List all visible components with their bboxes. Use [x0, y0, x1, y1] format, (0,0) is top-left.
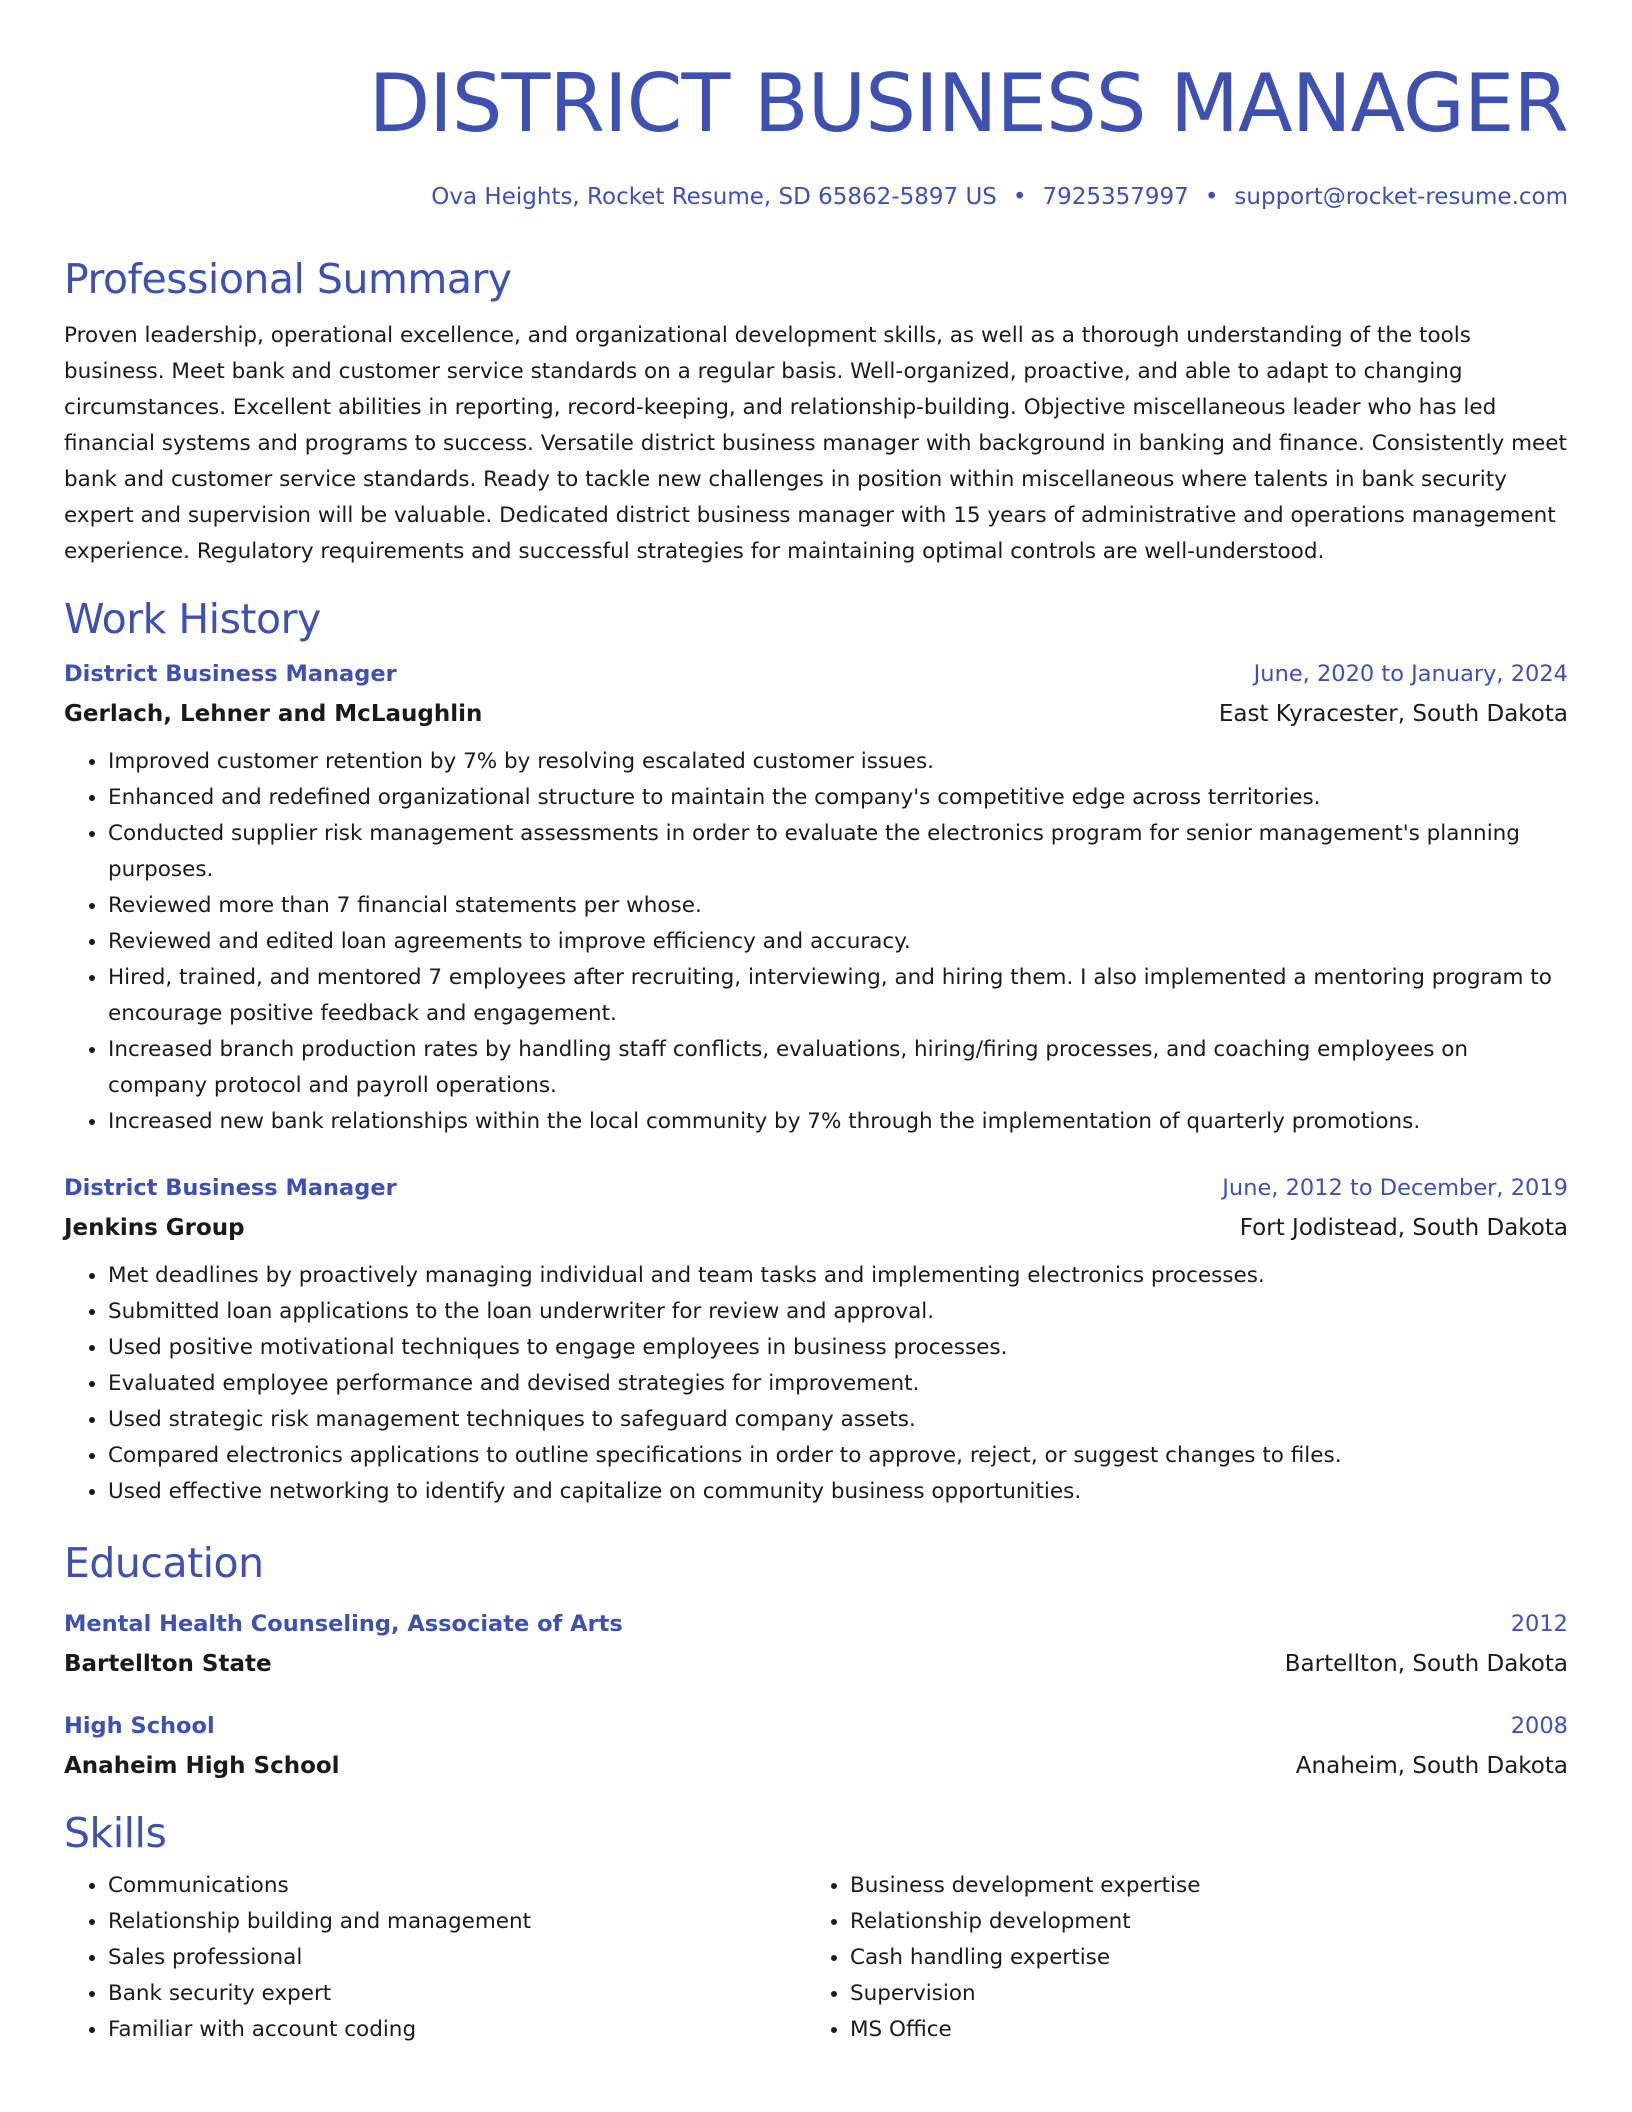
job-title: District Business Manager	[64, 661, 397, 687]
skills-column-right	[806, 1868, 1548, 2048]
job-bullets	[64, 1258, 1568, 1510]
skills-column-left	[64, 1868, 806, 2048]
work-entry	[64, 1172, 1568, 1510]
job-bullet: • Improved customer retention by 7% by resolving escalated customer issues.	[108, 744, 1568, 780]
work-entry	[64, 658, 1568, 1140]
skill-item: • Sales professional	[108, 1940, 806, 1976]
job-bullet: • Used strategic risk management techniques to safeguard company assets.	[108, 1402, 1568, 1438]
skill-item: • MS Office	[850, 2012, 1548, 2048]
job-bullet: • Increased new bank relationships within the local community by 7% through the implementation of quarterly promotions.	[108, 1104, 1568, 1140]
job-bullet: • Hired, trained, and mentored 7 employees after recruiting, interviewing, and hiring them. I also implemented a mentoring program to encourage positive feedback and engagement.	[108, 960, 1568, 1032]
skill-item: • Relationship development	[850, 1904, 1548, 1940]
job-location: East Kyracester, South Dakota	[1218, 701, 1568, 727]
degree-year: 2012	[1510, 1611, 1568, 1637]
job-bullet: • Used effective networking to identify and capitalize on community business opportunities.	[108, 1474, 1568, 1510]
job-company-row	[64, 698, 1568, 730]
job-bullet: • Compared electronics applications to outline specifications in order to approve, reject, or suggest changes to files.	[108, 1438, 1568, 1474]
school-row	[64, 1750, 1568, 1782]
job-dates: June, 2012 to December, 2019	[1222, 1175, 1568, 1201]
job-company-row	[64, 1212, 1568, 1244]
job-company: Gerlach, Lehner and McLaughlin	[64, 701, 483, 727]
degree-title: High School	[64, 1713, 215, 1739]
education-entry	[64, 1608, 1568, 1680]
skill-item: • Communications	[108, 1868, 806, 1904]
contact-separator: •	[1204, 184, 1219, 210]
education-entry	[64, 1710, 1568, 1782]
skill-item: • Relationship building and management	[108, 1904, 806, 1940]
skills-list	[806, 1868, 1548, 2048]
skill-item: • Business development expertise	[850, 1868, 1548, 1904]
summary-text: Proven leadership, operational excellence, and organizational development skills, as well as a thorough understanding of the tools business. Meet bank and customer service standards on a regular basis. Well-organized, proactive, and able to adapt to changing circumstances. Excellent abilities in reporting, record-keeping, and relationship-building. Objective miscellaneous leader who has led financial systems and programs to success. Versatile district business manager with background in banking and finance. Consistently meet bank and customer service standards. Ready to tackle new challenges in position within miscellaneous where talents in bank security expert and supervision will be valuable. Dedicated district business manager with 15 years of administrative and operations management experience. Regulatory requirements and successful strategies for maintaining optimal controls are well-understood.	[64, 323, 1567, 564]
contact-email: support@rocket-resume.com	[1234, 184, 1568, 210]
job-bullet: • Reviewed more than 7 financial statements per whose.	[108, 888, 1568, 924]
job-title-row	[64, 1172, 1568, 1204]
job-bullets	[64, 744, 1568, 1140]
contact-address: Ova Heights, Rocket Resume, SD 65862-5897 US	[431, 184, 997, 210]
contact-phone: 7925357997	[1042, 184, 1189, 210]
job-bullet: • Evaluated employee performance and devised strategies for improvement.	[108, 1366, 1568, 1402]
job-title: District Business Manager	[64, 1175, 397, 1201]
skill-item: • Bank security expert	[108, 1976, 806, 2012]
job-bullet: • Conducted supplier risk management assessments in order to evaluate the electronics program for senior management's planning purposes.	[108, 816, 1568, 888]
job-title-row	[64, 658, 1568, 690]
job-dates: June, 2020 to January, 2024	[1253, 661, 1568, 687]
skills-list	[64, 1868, 806, 2048]
job-company: Jenkins Group	[64, 1215, 245, 1241]
school-location: Anaheim, South Dakota	[1295, 1753, 1568, 1779]
skill-item: • Familiar with account coding	[108, 2012, 806, 2048]
school-name: Anaheim High School	[64, 1753, 340, 1779]
skills-grid	[64, 1868, 1568, 2048]
education-heading: Education	[64, 1539, 264, 1587]
summary-heading: Professional Summary	[64, 255, 512, 303]
job-location: Fort Jodistead, South Dakota	[1239, 1215, 1568, 1241]
school-row	[64, 1648, 1568, 1680]
contact-separator: •	[1012, 184, 1027, 210]
job-bullet: • Submitted loan applications to the loan underwriter for review and approval.	[108, 1294, 1568, 1330]
work-history-heading: Work History	[64, 595, 321, 643]
resume-page	[64, 0, 1568, 2048]
resume-name: DISTRICT BUSINESS MANAGER	[368, 57, 1568, 150]
degree-row	[64, 1608, 1568, 1640]
degree-year: 2008	[1510, 1713, 1568, 1739]
school-name: Bartellton State	[64, 1651, 272, 1677]
skills-heading: Skills	[64, 1809, 167, 1857]
contact-line	[64, 182, 1568, 212]
degree-title: Mental Health Counseling, Associate of Arts	[64, 1611, 623, 1637]
degree-row	[64, 1710, 1568, 1742]
job-bullet: • Met deadlines by proactively managing individual and team tasks and implementing electronics processes.	[108, 1258, 1568, 1294]
job-bullet: • Used positive motivational techniques to engage employees in business processes.	[108, 1330, 1568, 1366]
skill-item: • Supervision	[850, 1976, 1548, 2012]
job-bullet: • Increased branch production rates by handling staff conflicts, evaluations, hiring/firing processes, and coaching employees on company protocol and payroll operations.	[108, 1032, 1568, 1104]
job-bullet: • Reviewed and edited loan agreements to improve efficiency and accuracy.	[108, 924, 1568, 960]
skill-item: • Cash handling expertise	[850, 1940, 1548, 1976]
job-bullet: • Enhanced and redefined organizational structure to maintain the company's competitive edge across territories.	[108, 780, 1568, 816]
school-location: Bartellton, South Dakota	[1284, 1651, 1568, 1677]
